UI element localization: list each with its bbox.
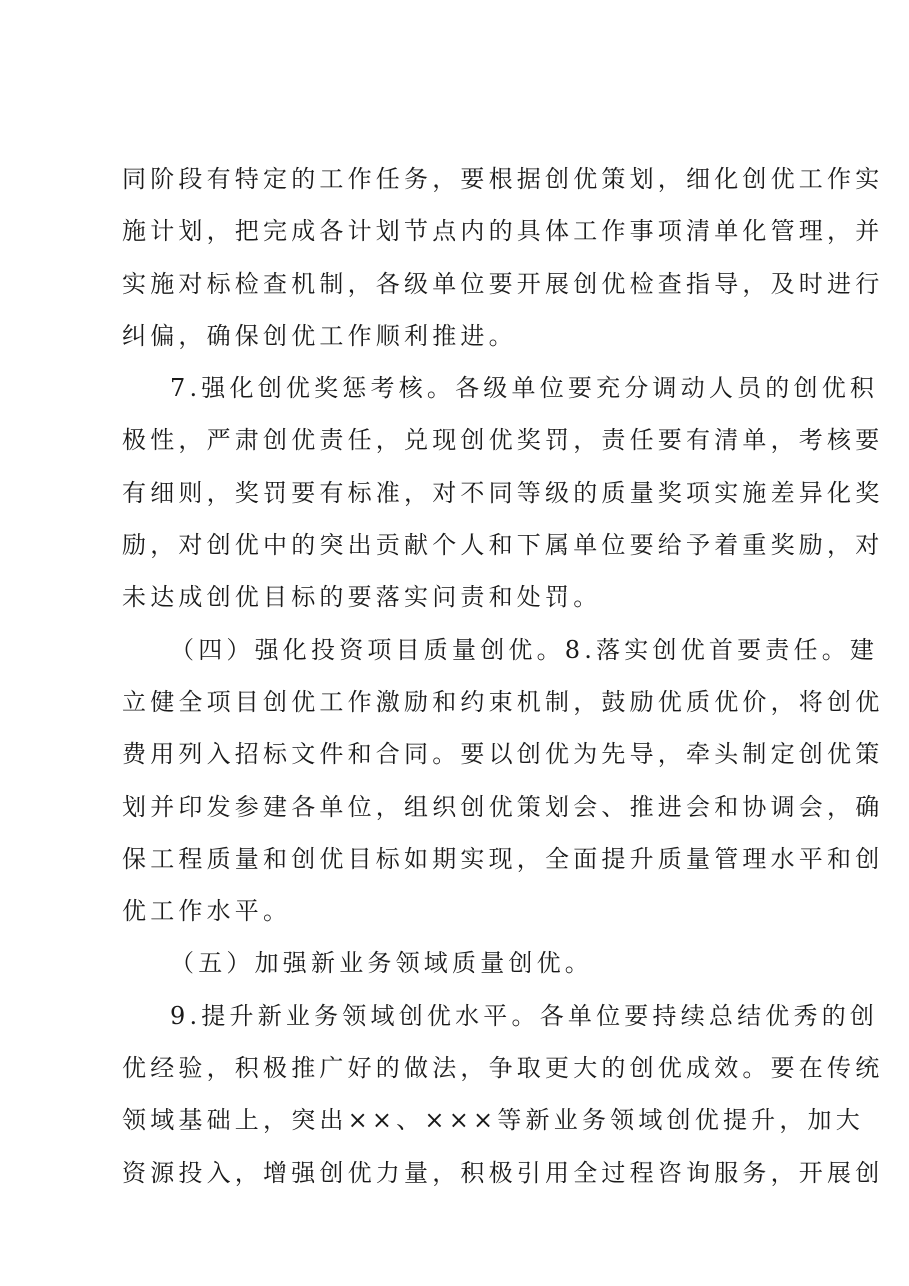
text-line: 领域基础上，突出××、×××等新业务领域创优提升，加大 [122,1106,864,1135]
text-line: 资源投入，增强创优力量，积极引用全过程咨询服务，开展创 [122,1158,884,1187]
paragraph-continuation [122,153,884,362]
text-line: 未达成创优目标的要落实问责和处罚。 [122,583,602,612]
text-line: 极性，严肃创优责任，兑现创优奖罚，责任要有清单，考核要 [122,426,884,455]
text-line: 立健全项目创优工作激励和约束机制，鼓励优质优价，将创优 [122,687,884,716]
text-line: 划并印发参建各单位，组织创优策划会、推进会和协调会，确 [122,792,884,821]
paragraph-section-4 [122,624,884,938]
paragraph-item-7 [122,362,884,623]
document-body [122,153,884,1199]
text-line: 施计划，把完成各计划节点内的具体工作事项清单化管理，并 [122,217,884,246]
text-line: 7.强化创优奖惩考核。各级单位要充分调动人员的创优积 [170,374,879,403]
text-line: 实施对标检查机制，各级单位要开展创优检查指导，及时进行 [122,269,884,298]
text-line: （五）加强新业务领域质量创优。 [170,949,593,978]
section-heading-5 [122,937,798,989]
text-line: （四）强化投资项目质量创优。8.落实创优首要责任。建 [170,635,879,664]
text-line: 同阶段有特定的工作任务，要根据创优策划，细化创优工作实 [122,165,884,193]
text-line: 保工程质量和创优目标如期实现，全面提升质量管理水平和创 [122,844,884,873]
text-line: 费用列入招标文件和合同。要以创优为先导，牵头制定创优策 [122,740,884,769]
paragraph-item-9 [122,990,884,1199]
text-line: 励，对创优中的突出贡献个人和下属单位要给予着重奖励，对 [122,531,884,560]
text-line: 优工作水平。 [122,897,292,926]
text-line: 有细则，奖罚要有标准，对不同等级的质量奖项实施差异化奖 [122,478,884,507]
text-line: 纠偏，确保创优工作顺利推进。 [122,321,517,350]
text-line: 优经验，积极推广好的做法，争取更大的创优成效。要在传统 [122,1054,884,1083]
text-line: 9.提升新业务领域创优水平。各单位要持续总结优秀的创 [170,1001,879,1030]
